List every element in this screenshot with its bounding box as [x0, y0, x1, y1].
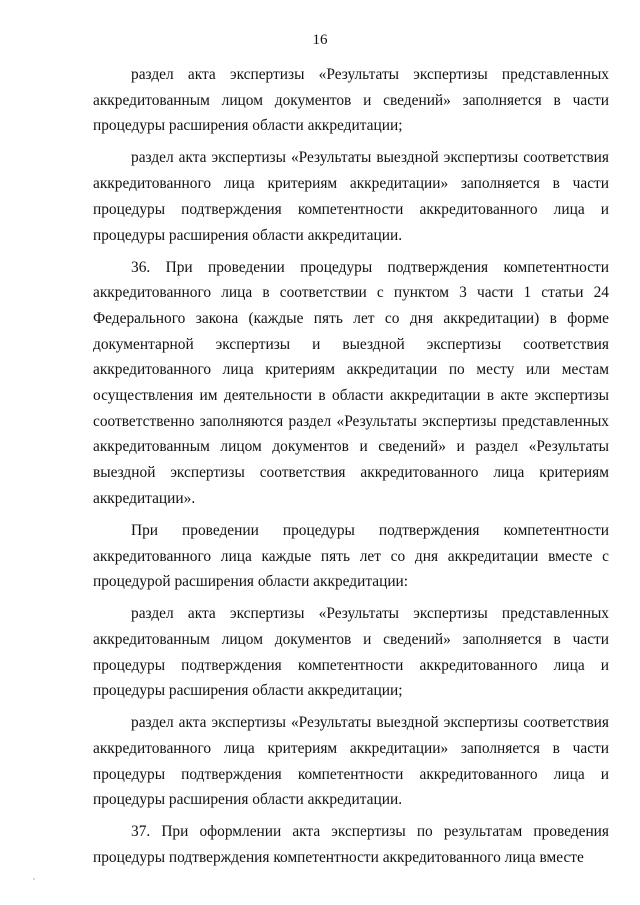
paragraph-expertise-documents-expansion: раздел акта экспертизы «Результаты экспертизы представленных аккредитованным лицом документов и сведений» заполняется в части процедуры расширения области аккредитации;: [93, 66, 609, 135]
paragraph-onsite-expertise-confirmation: раздел акта экспертизы «Результаты выездной экспертизы соответствия аккредитованного лица критериям аккредитации» заполняется в части процедуры подтверждения компетентности аккредитованного лица и процедуры расширения области аккредитации.: [93, 149, 609, 244]
paragraph-expertise-documents-confirmation: раздел акта экспертизы «Результаты экспертизы представленных аккредитованным лицом документов и сведений» заполняется в части процедуры подтверждения компетентности аккредитованного лица и процедуры расширения области аккредитации;: [93, 605, 609, 700]
page-number: 16: [312, 32, 328, 48]
document-body: [93, 62, 609, 871]
paragraph-onsite-expertise-confirmation-2: раздел акта экспертизы «Результаты выездной экспертизы соответствия аккредитованного лица критериям аккредитации» заполняется в части процедуры подтверждения компетентности аккредитованного лица и процедуры расширения области аккредитации.: [93, 714, 609, 809]
paragraph-confirmation-with-expansion: При проведении процедуры подтверждения компетентности аккредитованного лица каждые пять лет со дня аккредитации вместе с процедурой расширения области аккредитации:: [93, 521, 609, 591]
scan-artifact-dot: [33, 878, 35, 880]
paragraph-item-37: 37. При оформлении акта экспертизы по результатам проведения процедуры подтверждения компетентности аккредитованного лица вместе: [93, 823, 609, 867]
paragraph-item-36: 36. При проведении процедуры подтверждения компетентности аккредитованного лица в соответствии с пунктом 3 части 1 статьи 24 Федерального закона (каждые пять лет со дня аккредитации) в форме документарной экспертизы и выездной экспертизы соответствия аккредитованного лица критериям аккредитации по месту или местам осуществления им деятельности в области аккредитации в акте экспертизы соответственно заполняются раздел «Результаты экспертизы представленных аккредитованным лицом документов и сведений» и раздел «Результаты выездной экспертизы соответствия аккредитованного лица критериям аккредитации».: [93, 258, 609, 507]
